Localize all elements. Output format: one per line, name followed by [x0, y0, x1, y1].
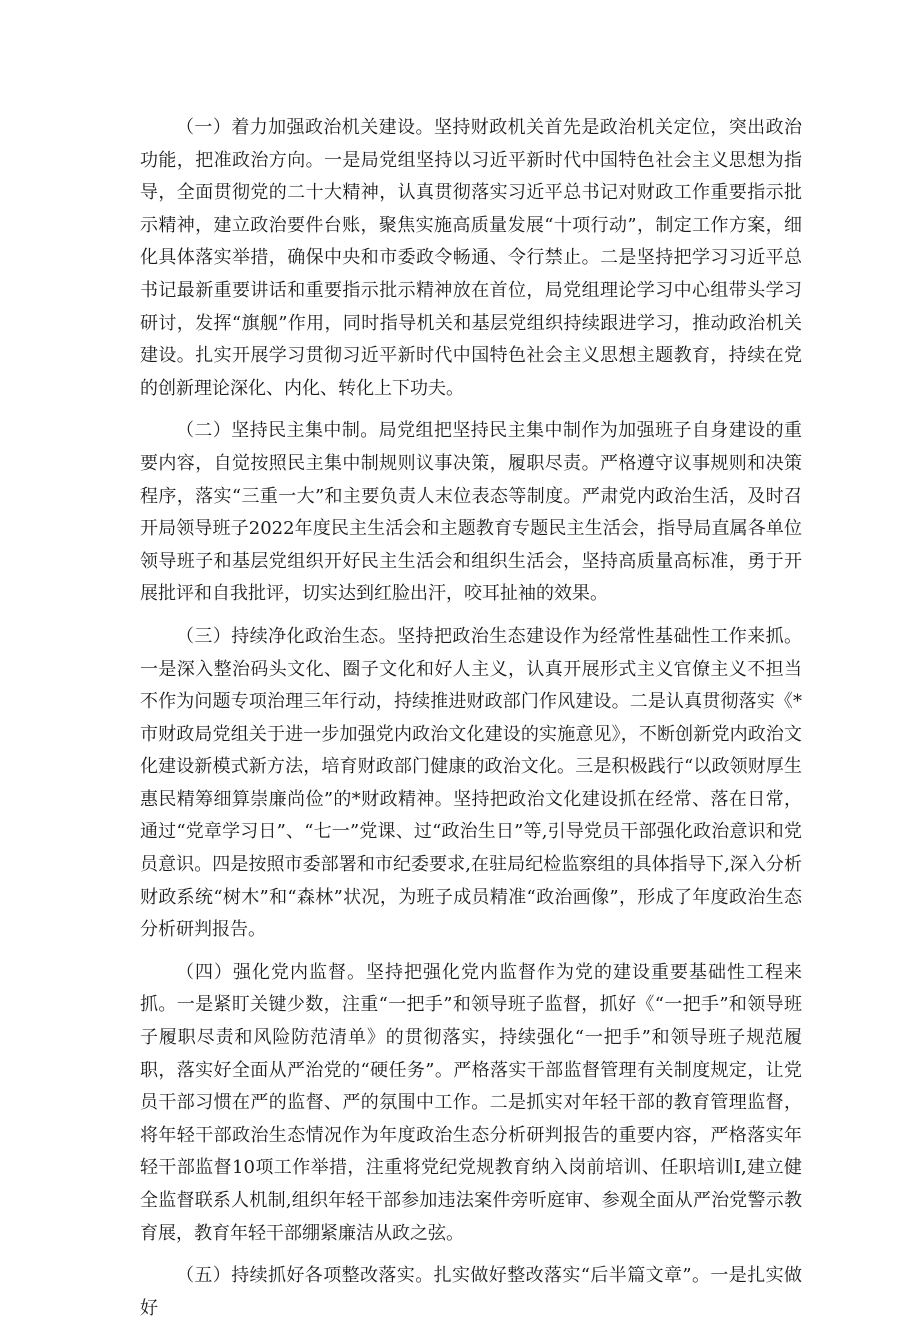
paragraph-party-supervision: （四）强化党内监督。坚持把强化党内监督作为党的建设重要基础性工程来抓。一是紧盯关键少数，注重“一把手”和领导班子监督，抓好《“一把手”和领导班子履职尽责和风险防范清单》的贯彻落实，持续强化“一把手”和领导班子规范履职，落实好全面从严治党的“硬任务”。严格落实干部监督管理有关制度规定，让党员干部习惯在严的监督、严的氛围中工作。二是抓实对年轻干部的教育管理监督，将年轻干部政治生态情况作为年度政治生态分析研判报告的重要内容，严格落实年轻干部监督10项工作举措，注重将党纪党规教育纳入岗前培训、任职培训I,建立健全监督联系人机制,组织年轻干部参加违法案件旁听庭审、参观全面从严治党警示教育展，教育年轻干部绷紧廉洁从政之弦。: [140, 961, 802, 1244]
document-body: [140, 112, 802, 1335]
paragraph-political-ecology: （三）持续净化政治生态。坚持把政治生态建设作为经常性基础性工作来抓。一是深入整治码头文化、圈子文化和好人主义，认真开展形式主义官僚主义不担当不作为问题专项治理三年行动，持续推进财政部门作风建设。二是认真贯彻落实《*市财政局党组关于进一步加强党内政治文化建设的实施意见》，不断创新党内政治文化建设新模式新方法，培育财政部门健康的政治文化。三是积极践行“以政领财厚生惠民精筹细算崇廉尚俭”的*财政精神。坚持把政治文化建设抓在经常、落在日常，通过“党章学习日”、“七一”党课、过“政治生日”等,引导党员干部强化政治意识和党员意识。四是按照市委部署和市纪委要求,在驻局纪检监察组的具体指导下,深入分析财政系统“树木”和“森林”状况，为班子成员精准“政治画像”，形成了年度政治生态分析研判报告。: [140, 625, 802, 941]
paragraph-rectification: （五）持续抓好各项整改落实。扎实做好整改落实“后半篇文章”。一是扎实做好: [140, 1265, 802, 1319]
paragraph-democratic-centralism: （二）坚持民主集中制。局党组把坚持民主集中制作为加强班子自身建设的重要内容，自觉按照民主集中制规则议事决策，履职尽责。严格遵守议事规则和决策程序，落实“三重一大”和主要负责人末位表态等制度。严肃党内政治生活，及时召开局领导班子2022年度民主生活会和主题教育专题民主生活会，指导局直属各单位领导班子和基层党组织开好民主生活会和组织生活会，坚持高质量高标准，勇于开展批评和自我批评，切实达到红脸出汗，咬耳扯袖的效果。: [140, 420, 802, 605]
paragraph-political-organ-building: （一）着力加强政治机关建设。坚持财政机关首先是政治机关定位，突出政治功能，把准政治方向。一是局党组坚持以习近平新时代中国特色社会主义思想为指导，全面贯彻党的二十大精神，认真贯彻落实习近平总书记对财政工作重要指示批示精神，建立政治要件台账，聚焦实施高质量发展“十项行动”，制定工作方案，细化具体落实举措，确保中央和市委政令畅通、令行禁止。二是坚持把学习习近平总书记最新重要讲话和重要指示批示精神放在首位，局党组理论学习中心组带头学习研讨，发挥“旗舰”作用，同时指导机关和基层党组织持续跟进学习，推动政治机关建设。扎实开展学习贯彻习近平新时代中国特色社会主义思想主题教育，持续在党的创新理论深化、内化、转化上下功夫。: [140, 117, 802, 399]
